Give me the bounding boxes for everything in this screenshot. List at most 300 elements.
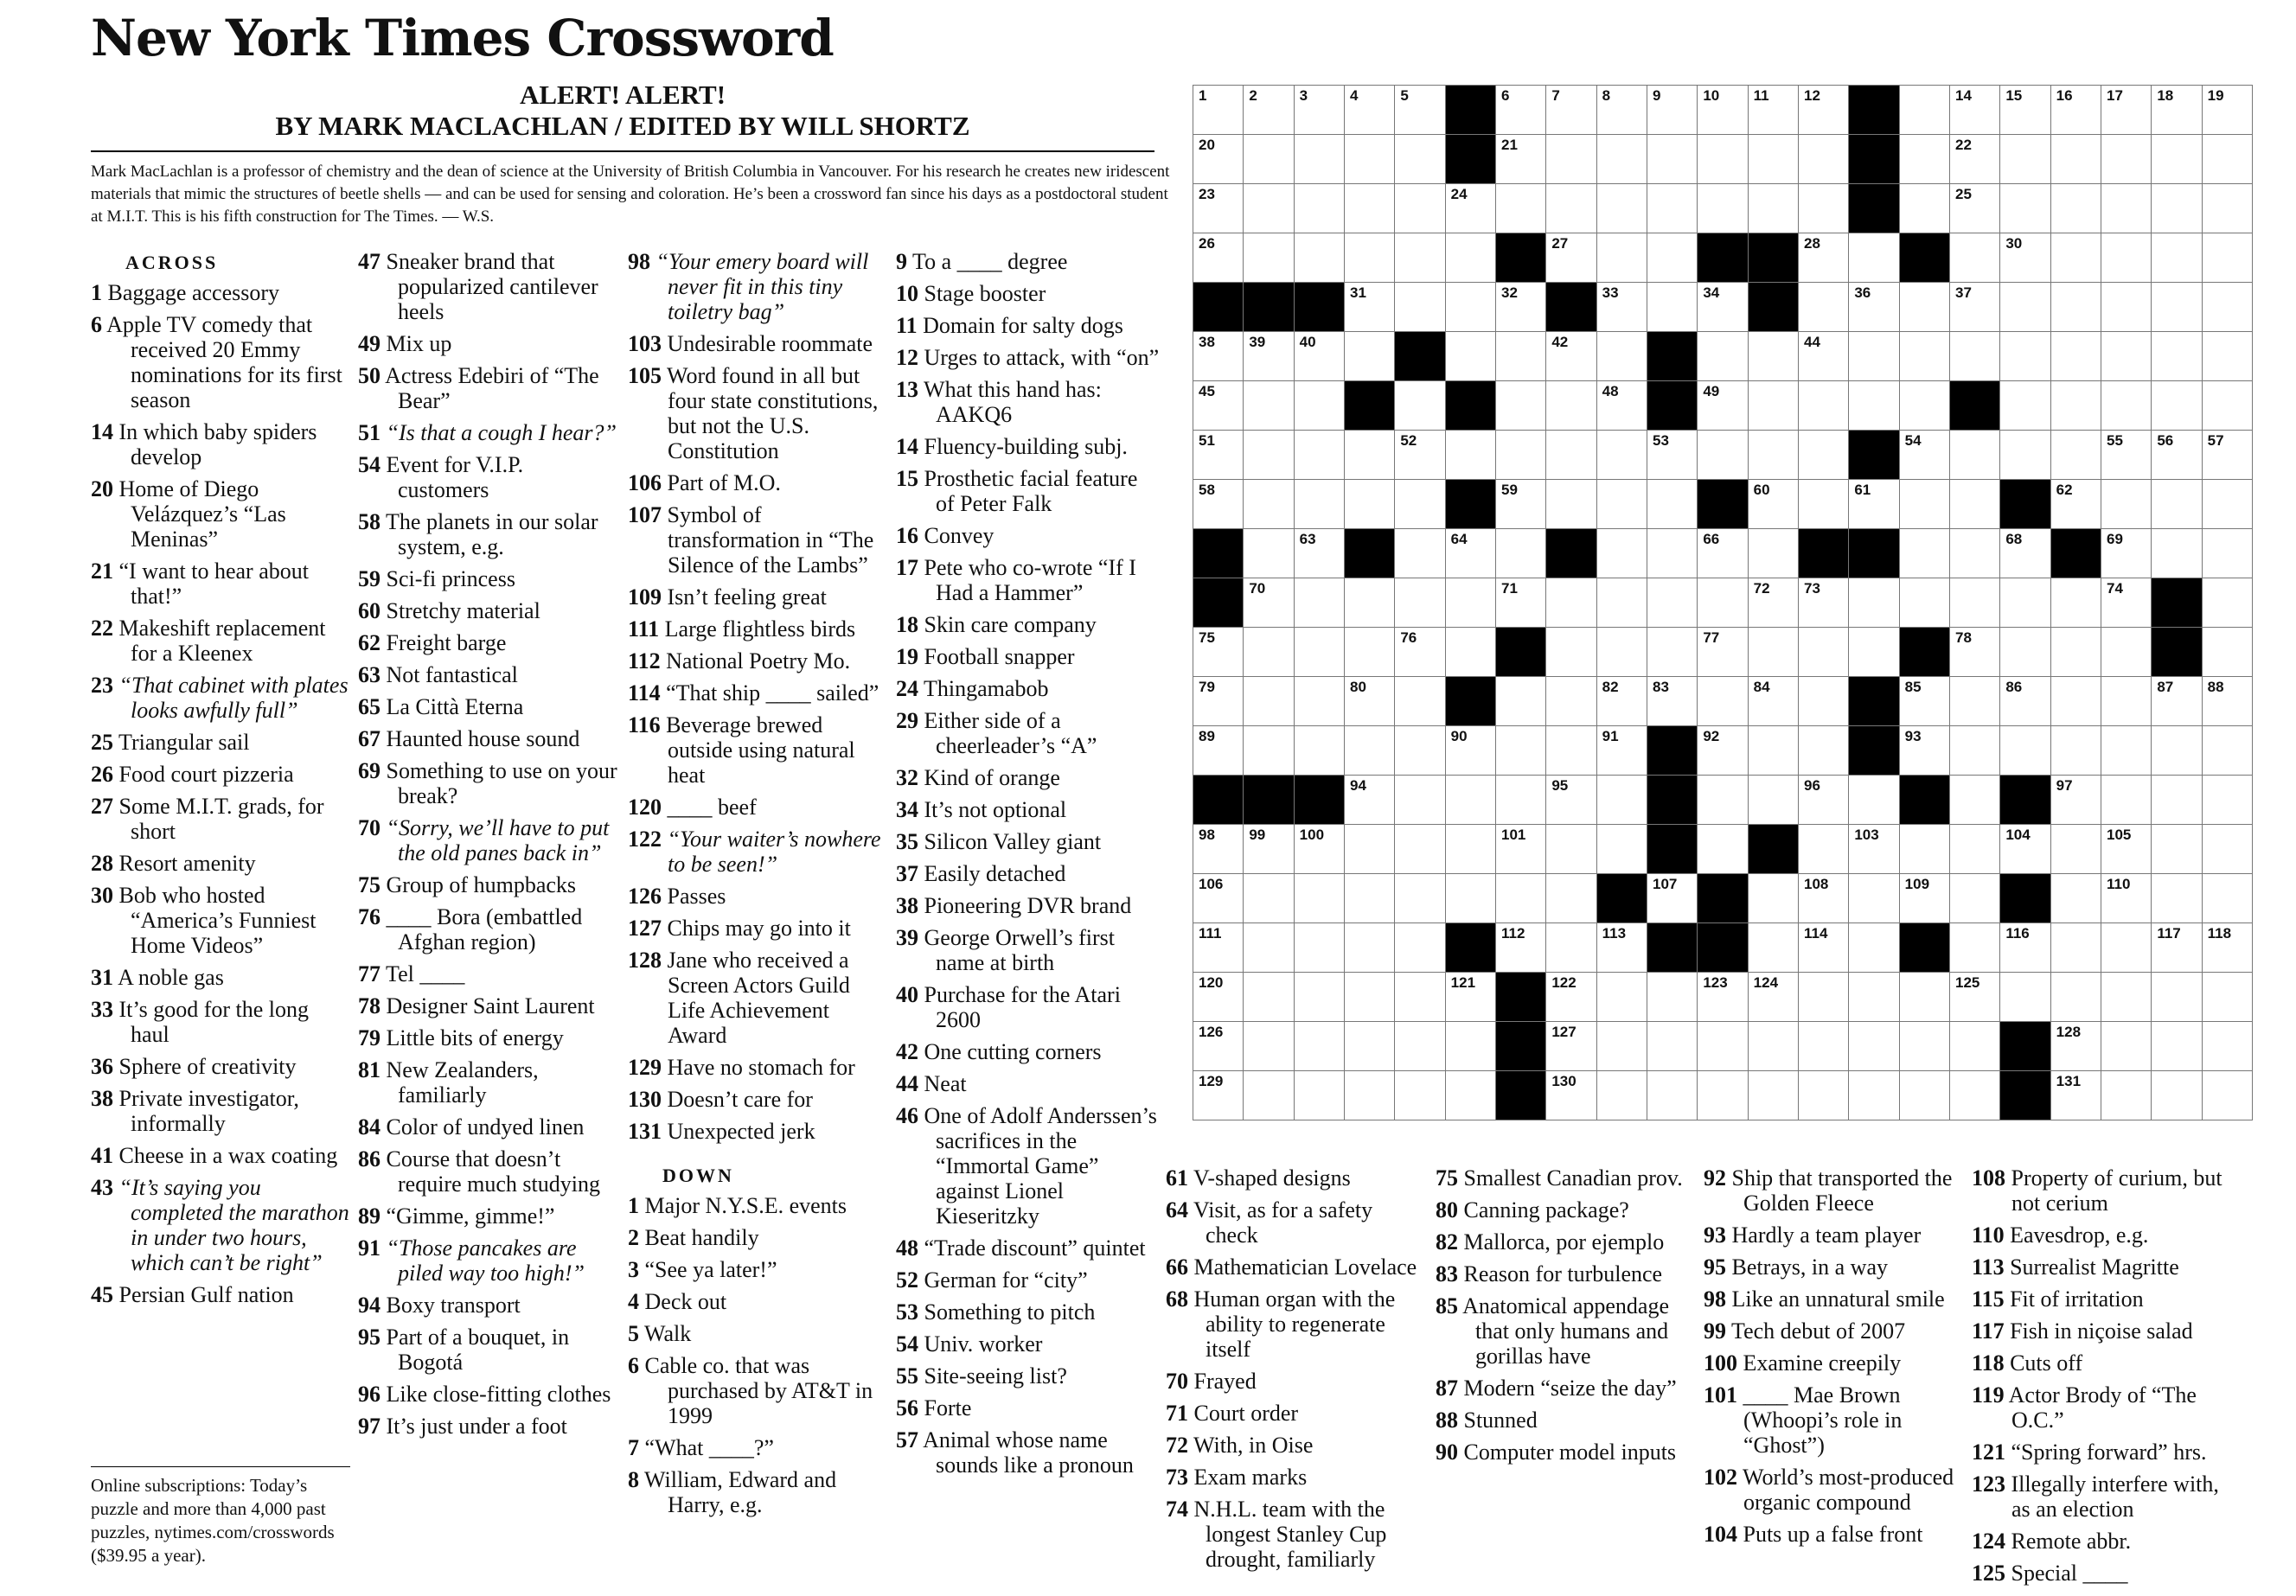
grid-cell[interactable] — [2000, 578, 2050, 628]
grid-cell[interactable] — [1193, 628, 1244, 677]
grid-cell[interactable] — [2101, 332, 2152, 381]
grid-cell[interactable] — [2203, 233, 2253, 283]
grid-cell[interactable] — [1496, 923, 1546, 973]
grid-cell[interactable] — [1345, 480, 1395, 529]
grid-cell[interactable] — [2000, 529, 2050, 578]
grid-cell[interactable] — [1395, 726, 1445, 776]
grid-cell[interactable] — [1749, 332, 1799, 381]
grid-cell[interactable] — [2152, 381, 2202, 431]
grid-cell[interactable] — [1295, 1022, 1345, 1071]
grid-cell[interactable] — [1597, 529, 1647, 578]
grid-cell[interactable] — [2101, 825, 2152, 874]
grid-cell[interactable] — [1345, 135, 1395, 184]
grid-cell[interactable] — [1546, 677, 1596, 726]
grid-cell[interactable] — [1395, 233, 1445, 283]
grid-cell[interactable] — [1900, 332, 1950, 381]
grid-cell[interactable] — [1446, 776, 1496, 825]
grid-cell[interactable] — [1950, 1071, 2000, 1120]
grid-cell[interactable] — [1749, 86, 1799, 135]
grid-cell[interactable] — [1950, 578, 2000, 628]
grid-cell[interactable] — [1244, 529, 1294, 578]
grid-cell[interactable] — [1799, 184, 1849, 233]
grid-cell[interactable] — [1546, 726, 1596, 776]
grid-cell[interactable] — [1698, 677, 1748, 726]
grid-cell[interactable] — [1546, 86, 1596, 135]
grid-cell[interactable] — [1597, 1071, 1647, 1120]
grid-cell[interactable] — [1446, 825, 1496, 874]
grid-cell[interactable] — [1849, 1071, 1899, 1120]
grid-cell[interactable] — [2152, 973, 2202, 1022]
grid-cell[interactable] — [1193, 726, 1244, 776]
grid-cell[interactable] — [2101, 578, 2152, 628]
grid-cell[interactable] — [1647, 86, 1698, 135]
grid-cell[interactable] — [1647, 677, 1698, 726]
grid-cell[interactable] — [1597, 776, 1647, 825]
grid-cell[interactable] — [2203, 1071, 2253, 1120]
grid-cell[interactable] — [2203, 529, 2253, 578]
grid-cell[interactable] — [1749, 184, 1799, 233]
grid-cell[interactable] — [1799, 135, 1849, 184]
grid-cell[interactable] — [2152, 1071, 2202, 1120]
grid-cell[interactable] — [1496, 480, 1546, 529]
grid-cell[interactable] — [1295, 578, 1345, 628]
grid-cell[interactable] — [1546, 923, 1596, 973]
grid-cell[interactable] — [2051, 480, 2101, 529]
grid-cell[interactable] — [1193, 86, 1244, 135]
grid-cell[interactable] — [2051, 776, 2101, 825]
grid-cell[interactable] — [2051, 677, 2101, 726]
grid-cell[interactable] — [2000, 825, 2050, 874]
grid-cell[interactable] — [1446, 233, 1496, 283]
grid-cell[interactable] — [1597, 578, 1647, 628]
grid-cell[interactable] — [2152, 135, 2202, 184]
grid-cell[interactable] — [2051, 1022, 2101, 1071]
grid-cell[interactable] — [1950, 923, 2000, 973]
grid-cell[interactable] — [2152, 332, 2202, 381]
grid-cell[interactable] — [1849, 283, 1899, 332]
grid-cell[interactable] — [1950, 874, 2000, 923]
grid-cell[interactable] — [2000, 431, 2050, 480]
grid-cell[interactable] — [1193, 923, 1244, 973]
grid-cell[interactable] — [1849, 332, 1899, 381]
grid-cell[interactable] — [1597, 923, 1647, 973]
grid-cell[interactable] — [1597, 1022, 1647, 1071]
grid-cell[interactable] — [1446, 529, 1496, 578]
grid-cell[interactable] — [1193, 381, 1244, 431]
grid-cell[interactable] — [1395, 283, 1445, 332]
grid-cell[interactable] — [1345, 578, 1395, 628]
grid-cell[interactable] — [1749, 677, 1799, 726]
grid-cell[interactable] — [1799, 332, 1849, 381]
grid-cell[interactable] — [2051, 381, 2101, 431]
grid-cell[interactable] — [1799, 677, 1849, 726]
grid-cell[interactable] — [1395, 825, 1445, 874]
grid-cell[interactable] — [1244, 233, 1294, 283]
grid-cell[interactable] — [1446, 1022, 1496, 1071]
grid-cell[interactable] — [1950, 86, 2000, 135]
grid-cell[interactable] — [1496, 381, 1546, 431]
grid-cell[interactable] — [2152, 480, 2202, 529]
grid-cell[interactable] — [2203, 480, 2253, 529]
grid-cell[interactable] — [1446, 283, 1496, 332]
grid-cell[interactable] — [2101, 529, 2152, 578]
grid-cell[interactable] — [1698, 578, 1748, 628]
grid-cell[interactable] — [2203, 677, 2253, 726]
grid-cell[interactable] — [2000, 677, 2050, 726]
grid-cell[interactable] — [1749, 480, 1799, 529]
grid-cell[interactable] — [1496, 431, 1546, 480]
grid-cell[interactable] — [1546, 135, 1596, 184]
grid-cell[interactable] — [1900, 184, 1950, 233]
grid-cell[interactable] — [1496, 86, 1546, 135]
grid-cell[interactable] — [1295, 332, 1345, 381]
grid-cell[interactable] — [1849, 825, 1899, 874]
grid-cell[interactable] — [1546, 776, 1596, 825]
grid-cell[interactable] — [1749, 1071, 1799, 1120]
grid-cell[interactable] — [1496, 677, 1546, 726]
grid-cell[interactable] — [1395, 431, 1445, 480]
grid-cell[interactable] — [2101, 923, 2152, 973]
grid-cell[interactable] — [1698, 529, 1748, 578]
grid-cell[interactable] — [2152, 677, 2202, 726]
grid-cell[interactable] — [1295, 973, 1345, 1022]
grid-cell[interactable] — [1900, 283, 1950, 332]
grid-cell[interactable] — [2152, 86, 2202, 135]
grid-cell[interactable] — [1345, 86, 1395, 135]
grid-cell[interactable] — [2101, 677, 2152, 726]
grid-cell[interactable] — [1799, 973, 1849, 1022]
grid-cell[interactable] — [1849, 1022, 1899, 1071]
grid-cell[interactable] — [2051, 233, 2101, 283]
grid-cell[interactable] — [2000, 381, 2050, 431]
grid-cell[interactable] — [1597, 332, 1647, 381]
grid-cell[interactable] — [1799, 1022, 1849, 1071]
grid-cell[interactable] — [1749, 578, 1799, 628]
grid-cell[interactable] — [1698, 283, 1748, 332]
grid-cell[interactable] — [1244, 628, 1294, 677]
grid-cell[interactable] — [1345, 431, 1395, 480]
grid-cell[interactable] — [2000, 233, 2050, 283]
grid-cell[interactable] — [1900, 973, 1950, 1022]
grid-cell[interactable] — [1395, 776, 1445, 825]
grid-cell[interactable] — [2203, 825, 2253, 874]
grid-cell[interactable] — [2203, 776, 2253, 825]
grid-cell[interactable] — [1799, 923, 1849, 973]
grid-cell[interactable] — [1395, 973, 1445, 1022]
grid-cell[interactable] — [2101, 973, 2152, 1022]
grid-cell[interactable] — [1799, 233, 1849, 283]
grid-cell[interactable] — [1849, 923, 1899, 973]
grid-cell[interactable] — [2101, 874, 2152, 923]
grid-cell[interactable] — [2203, 135, 2253, 184]
grid-cell[interactable] — [1849, 628, 1899, 677]
grid-cell[interactable] — [2051, 726, 2101, 776]
grid-cell[interactable] — [1345, 973, 1395, 1022]
grid-cell[interactable] — [1345, 233, 1395, 283]
grid-cell[interactable] — [1900, 1071, 1950, 1120]
grid-cell[interactable] — [1597, 628, 1647, 677]
grid-cell[interactable] — [2051, 86, 2101, 135]
grid-cell[interactable] — [1345, 874, 1395, 923]
grid-cell[interactable] — [2203, 381, 2253, 431]
grid-cell[interactable] — [1647, 874, 1698, 923]
grid-cell[interactable] — [2203, 332, 2253, 381]
grid-cell[interactable] — [1698, 184, 1748, 233]
grid-cell[interactable] — [1244, 184, 1294, 233]
grid-cell[interactable] — [1395, 529, 1445, 578]
grid-cell[interactable] — [2051, 578, 2101, 628]
grid-cell[interactable] — [1345, 825, 1395, 874]
grid-cell[interactable] — [1395, 578, 1445, 628]
grid-cell[interactable] — [1698, 776, 1748, 825]
grid-cell[interactable] — [1446, 578, 1496, 628]
grid-cell[interactable] — [2203, 184, 2253, 233]
grid-cell[interactable] — [1698, 431, 1748, 480]
grid-cell[interactable] — [1244, 677, 1294, 726]
grid-cell[interactable] — [1698, 1022, 1748, 1071]
grid-cell[interactable] — [1950, 283, 2000, 332]
grid-cell[interactable] — [2152, 825, 2202, 874]
grid-cell[interactable] — [2101, 184, 2152, 233]
grid-cell[interactable] — [1244, 874, 1294, 923]
grid-cell[interactable] — [2051, 973, 2101, 1022]
grid-cell[interactable] — [1295, 726, 1345, 776]
grid-cell[interactable] — [1950, 726, 2000, 776]
grid-cell[interactable] — [1496, 332, 1546, 381]
grid-cell[interactable] — [1799, 1071, 1849, 1120]
grid-cell[interactable] — [1950, 184, 2000, 233]
grid-cell[interactable] — [2101, 776, 2152, 825]
grid-cell[interactable] — [2000, 628, 2050, 677]
grid-cell[interactable] — [1647, 529, 1698, 578]
grid-cell[interactable] — [1244, 135, 1294, 184]
grid-cell[interactable] — [1295, 135, 1345, 184]
grid-cell[interactable] — [1597, 184, 1647, 233]
grid-cell[interactable] — [1597, 973, 1647, 1022]
grid-cell[interactable] — [1546, 1071, 1596, 1120]
grid-cell[interactable] — [1749, 776, 1799, 825]
grid-cell[interactable] — [1244, 923, 1294, 973]
grid-cell[interactable] — [1546, 578, 1596, 628]
grid-cell[interactable] — [2203, 1022, 2253, 1071]
grid-cell[interactable] — [1244, 1022, 1294, 1071]
grid-cell[interactable] — [2051, 135, 2101, 184]
grid-cell[interactable] — [1395, 86, 1445, 135]
grid-cell[interactable] — [1749, 628, 1799, 677]
grid-cell[interactable] — [1799, 628, 1849, 677]
grid-cell[interactable] — [1345, 677, 1395, 726]
grid-cell[interactable] — [1395, 628, 1445, 677]
grid-cell[interactable] — [1193, 1022, 1244, 1071]
grid-cell[interactable] — [2051, 628, 2101, 677]
grid-cell[interactable] — [1193, 431, 1244, 480]
grid-cell[interactable] — [1799, 86, 1849, 135]
grid-cell[interactable] — [1193, 677, 1244, 726]
grid-cell[interactable] — [2203, 726, 2253, 776]
grid-cell[interactable] — [1647, 628, 1698, 677]
grid-cell[interactable] — [1900, 86, 1950, 135]
grid-cell[interactable] — [1698, 628, 1748, 677]
grid-cell[interactable] — [1799, 480, 1849, 529]
grid-cell[interactable] — [1647, 578, 1698, 628]
grid-cell[interactable] — [1345, 923, 1395, 973]
grid-cell[interactable] — [1193, 874, 1244, 923]
grid-cell[interactable] — [1295, 677, 1345, 726]
grid-cell[interactable] — [2203, 578, 2253, 628]
grid-cell[interactable] — [1295, 923, 1345, 973]
grid-cell[interactable] — [2000, 184, 2050, 233]
grid-cell[interactable] — [1295, 184, 1345, 233]
grid-cell[interactable] — [2203, 628, 2253, 677]
grid-cell[interactable] — [1900, 381, 1950, 431]
grid-cell[interactable] — [1496, 776, 1546, 825]
grid-cell[interactable] — [1395, 1022, 1445, 1071]
grid-cell[interactable] — [1446, 628, 1496, 677]
grid-cell[interactable] — [2051, 184, 2101, 233]
grid-cell[interactable] — [1395, 677, 1445, 726]
grid-cell[interactable] — [1900, 726, 1950, 776]
grid-cell[interactable] — [1597, 283, 1647, 332]
grid-cell[interactable] — [1446, 431, 1496, 480]
grid-cell[interactable] — [1345, 332, 1395, 381]
grid-cell[interactable] — [1597, 677, 1647, 726]
grid-cell[interactable] — [1950, 776, 2000, 825]
grid-cell[interactable] — [1950, 233, 2000, 283]
grid-cell[interactable] — [1446, 184, 1496, 233]
grid-cell[interactable] — [1193, 825, 1244, 874]
grid-cell[interactable] — [1496, 578, 1546, 628]
grid-cell[interactable] — [1597, 480, 1647, 529]
grid-cell[interactable] — [2101, 135, 2152, 184]
grid-cell[interactable] — [1950, 825, 2000, 874]
grid-cell[interactable] — [1900, 529, 1950, 578]
grid-cell[interactable] — [1546, 825, 1596, 874]
grid-cell[interactable] — [1900, 480, 1950, 529]
grid-cell[interactable] — [1345, 628, 1395, 677]
grid-cell[interactable] — [2152, 184, 2202, 233]
grid-cell[interactable] — [1446, 332, 1496, 381]
grid-cell[interactable] — [2152, 1022, 2202, 1071]
grid-cell[interactable] — [1496, 184, 1546, 233]
grid-cell[interactable] — [1698, 135, 1748, 184]
grid-cell[interactable] — [2101, 480, 2152, 529]
grid-cell[interactable] — [1900, 825, 1950, 874]
grid-cell[interactable] — [1496, 726, 1546, 776]
grid-cell[interactable] — [2000, 726, 2050, 776]
grid-cell[interactable] — [2101, 628, 2152, 677]
grid-cell[interactable] — [1446, 973, 1496, 1022]
grid-cell[interactable] — [1698, 1071, 1748, 1120]
grid-cell[interactable] — [2152, 283, 2202, 332]
grid-cell[interactable] — [1244, 825, 1294, 874]
grid-cell[interactable] — [1900, 1022, 1950, 1071]
grid-cell[interactable] — [1849, 578, 1899, 628]
grid-cell[interactable] — [1395, 184, 1445, 233]
grid-cell[interactable] — [2000, 973, 2050, 1022]
grid-cell[interactable] — [1647, 233, 1698, 283]
grid-cell[interactable] — [2152, 726, 2202, 776]
grid-cell[interactable] — [1849, 480, 1899, 529]
grid-cell[interactable] — [1647, 1022, 1698, 1071]
grid-cell[interactable] — [1244, 726, 1294, 776]
grid-cell[interactable] — [1799, 776, 1849, 825]
grid-cell[interactable] — [1950, 677, 2000, 726]
grid-cell[interactable] — [2000, 135, 2050, 184]
grid-cell[interactable] — [1193, 332, 1244, 381]
grid-cell[interactable] — [1597, 431, 1647, 480]
grid-cell[interactable] — [1496, 874, 1546, 923]
grid-cell[interactable] — [1950, 431, 2000, 480]
grid-cell[interactable] — [1546, 332, 1596, 381]
grid-cell[interactable] — [1295, 233, 1345, 283]
grid-cell[interactable] — [2101, 726, 2152, 776]
grid-cell[interactable] — [1546, 874, 1596, 923]
grid-cell[interactable] — [2051, 1071, 2101, 1120]
grid-cell[interactable] — [1647, 480, 1698, 529]
grid-cell[interactable] — [1496, 283, 1546, 332]
grid-cell[interactable] — [1749, 529, 1799, 578]
grid-cell[interactable] — [1647, 184, 1698, 233]
grid-cell[interactable] — [1546, 233, 1596, 283]
grid-cell[interactable] — [1799, 431, 1849, 480]
grid-cell[interactable] — [1244, 86, 1294, 135]
grid-cell[interactable] — [1244, 1071, 1294, 1120]
grid-cell[interactable] — [1244, 578, 1294, 628]
grid-cell[interactable] — [1597, 381, 1647, 431]
grid-cell[interactable] — [1900, 874, 1950, 923]
grid-cell[interactable] — [1295, 529, 1345, 578]
grid-cell[interactable] — [1597, 135, 1647, 184]
grid-cell[interactable] — [1749, 381, 1799, 431]
grid-cell[interactable] — [1295, 874, 1345, 923]
grid-cell[interactable] — [1395, 480, 1445, 529]
grid-cell[interactable] — [2152, 431, 2202, 480]
grid-cell[interactable] — [1244, 480, 1294, 529]
grid-cell[interactable] — [1244, 381, 1294, 431]
grid-cell[interactable] — [2000, 86, 2050, 135]
grid-cell[interactable] — [1950, 628, 2000, 677]
grid-cell[interactable] — [1698, 86, 1748, 135]
grid-cell[interactable] — [1749, 431, 1799, 480]
grid-cell[interactable] — [1496, 135, 1546, 184]
grid-cell[interactable] — [2152, 874, 2202, 923]
grid-cell[interactable] — [1546, 381, 1596, 431]
grid-cell[interactable] — [1244, 973, 1294, 1022]
grid-cell[interactable] — [1244, 332, 1294, 381]
grid-cell[interactable] — [1193, 1071, 1244, 1120]
grid-cell[interactable] — [2051, 332, 2101, 381]
grid-cell[interactable] — [2203, 431, 2253, 480]
grid-cell[interactable] — [1900, 431, 1950, 480]
grid-cell[interactable] — [2051, 283, 2101, 332]
grid-cell[interactable] — [1698, 726, 1748, 776]
grid-cell[interactable] — [1749, 923, 1799, 973]
grid-cell[interactable] — [1345, 283, 1395, 332]
grid-cell[interactable] — [1647, 1071, 1698, 1120]
grid-cell[interactable] — [1546, 480, 1596, 529]
grid-cell[interactable] — [1900, 677, 1950, 726]
grid-cell[interactable] — [1698, 332, 1748, 381]
grid-cell[interactable] — [1496, 529, 1546, 578]
grid-cell[interactable] — [1295, 381, 1345, 431]
grid-cell[interactable] — [1647, 431, 1698, 480]
grid-cell[interactable] — [1546, 973, 1596, 1022]
grid-cell[interactable] — [2051, 874, 2101, 923]
grid-cell[interactable] — [1295, 480, 1345, 529]
grid-cell[interactable] — [2203, 283, 2253, 332]
grid-cell[interactable] — [1395, 135, 1445, 184]
grid-cell[interactable] — [1749, 726, 1799, 776]
